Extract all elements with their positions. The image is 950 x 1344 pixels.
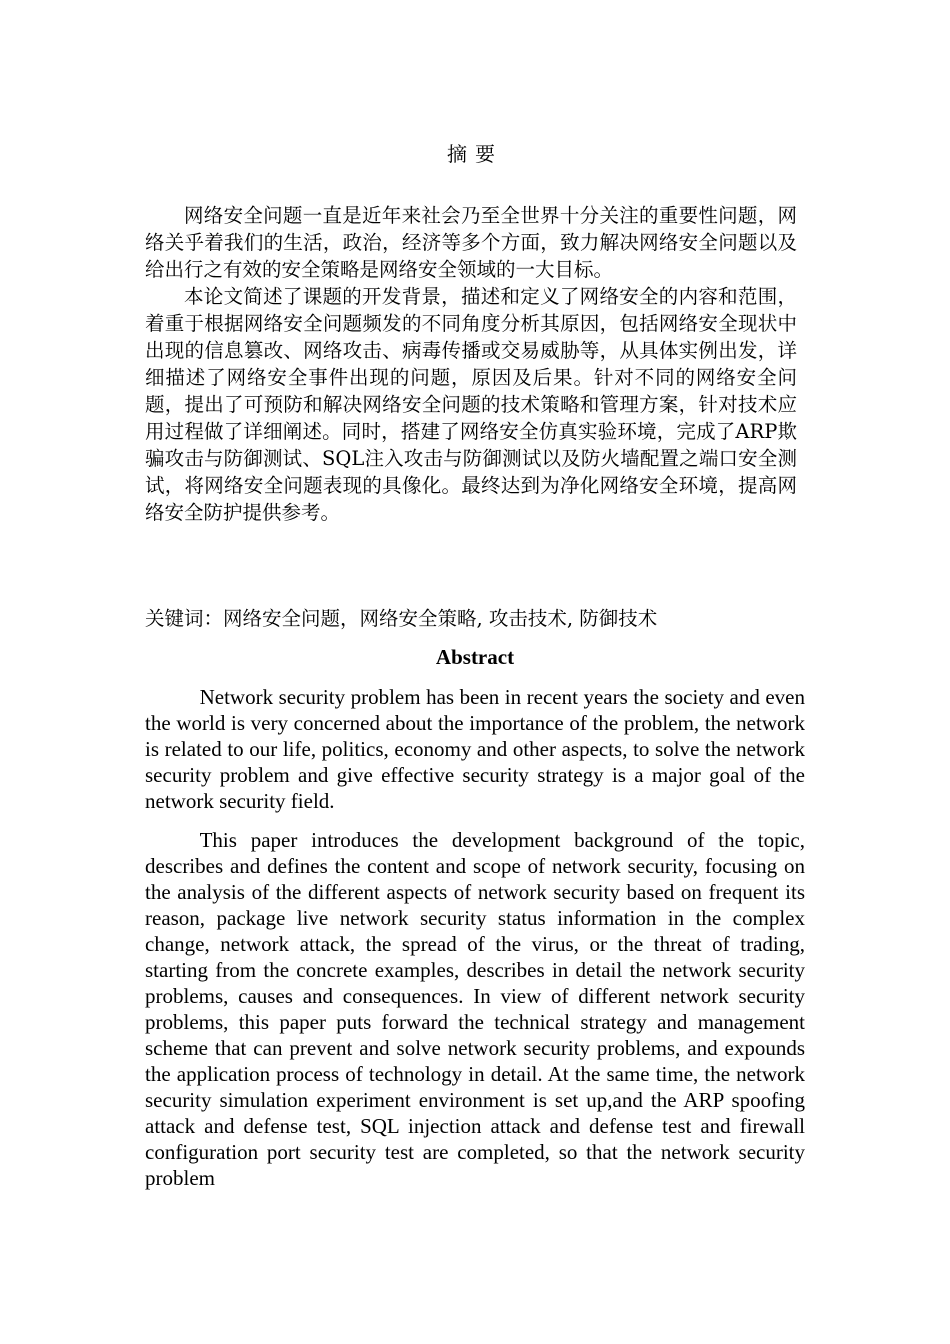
chinese-abstract-paragraph-2: 本论文简述了课题的开发背景，描述和定义了网络安全的内容和范围，着重于根据网络安全问题频发的不同角度分析其原因，包括网络安全现状中出现的信息篡改、网络攻击、病毒传播或交易威胁等，从具体实例出发，详细描述了网络安全事件出现的问题，原因及后果。针对不同的网络安全问题，提出了可预防和解决网络安全问题的技术策略和管理方案，针对技术应用过程做了详细阐述。同时，搭建了网络安全仿真实验环境，完成了ARP欺骗攻击与防御测试、SQL注入攻击与防御测试以及防火墙配置之端口安全测试，将网络安全问题表现的具像化。最终达到为净化网络安全环境，提高网络安全防护提供参考。 xyxy=(145,285,797,524)
english-abstract-paragraph-2: This paper introduces the development background of the topic, describes and defines the content and scope of network security, focusing on the analysis of the different aspects of network security based on frequent its reason, package live network security status information in the complex change, network attack, the spread of the virus, or the threat of trading, starting from the concrete examples, describes in detail the network security problems, causes and consequences. In view of different network security problems, this paper puts forward the technical strategy and management scheme that can prevent and solve network security problems, and expounds the application process of technology in detail. At the same time, the network security simulation experiment environment is set up,and the ARP spoofing attack and defense test, SQL injection attack and defense test and firewall configuration port security test are completed, so that the network security problem xyxy=(145,828,805,1190)
english-abstract-body xyxy=(145,684,805,1204)
chinese-abstract-paragraph-1: 网络安全问题一直是近年来社会乃至全世界十分关注的重要性问题，网络关乎着我们的生活，政治，经济等多个方面，致力解决网络安全问题以及给出行之有效的安全策略是网络安全领域的一大目标。 xyxy=(145,204,797,281)
chinese-keywords: 关键词：网络安全问题，网络安全策略, 攻击技术, 防御技术 xyxy=(145,607,658,630)
chinese-abstract-title: 摘要 xyxy=(447,142,503,166)
english-abstract-paragraph-1: Network security problem has been in recent years the society and even the world is very concerned about the importance of the problem, the network is related to our life, politics, economy and other aspects, to solve the network security problem and give effective security strategy is a major goal of the network security field. xyxy=(145,685,805,813)
chinese-abstract-body xyxy=(145,202,797,526)
english-abstract-title: Abstract xyxy=(435,645,515,669)
